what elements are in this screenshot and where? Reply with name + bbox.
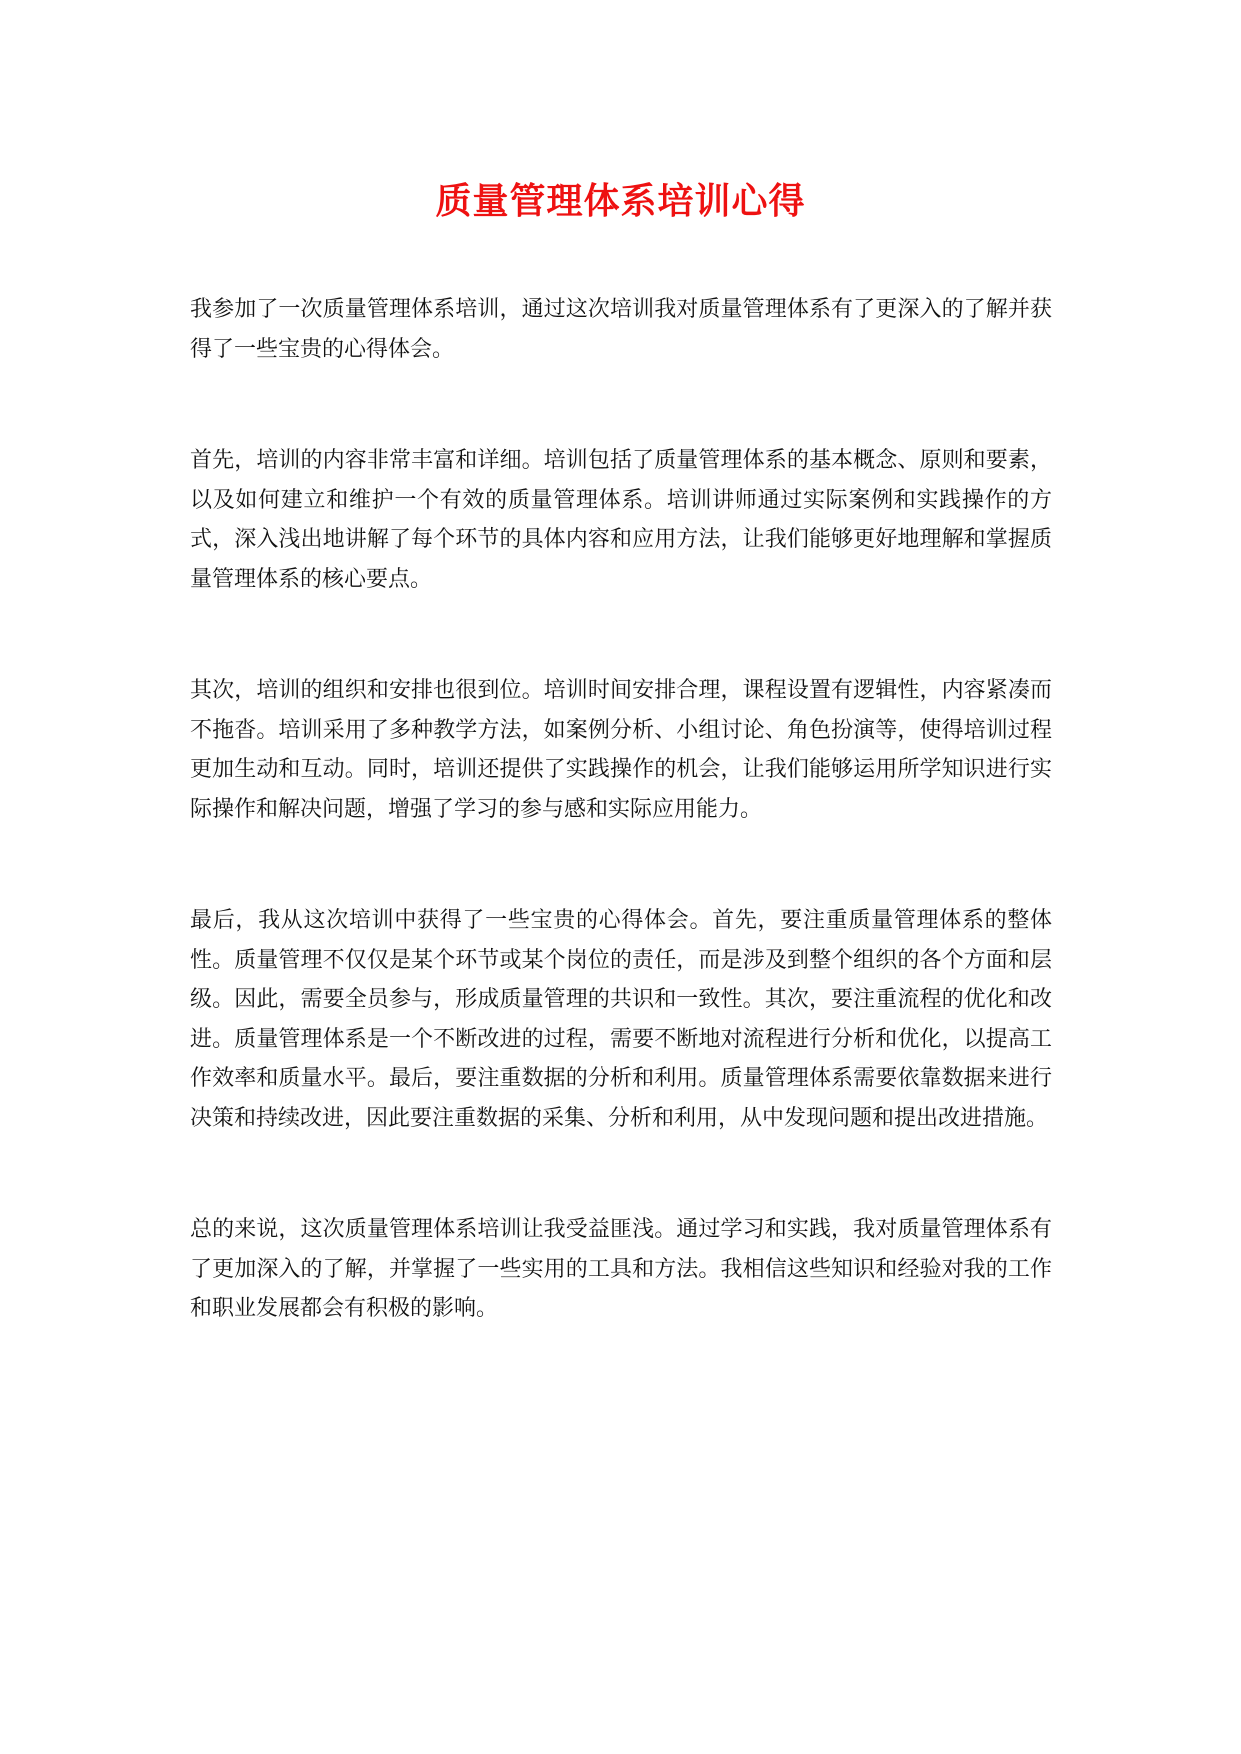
- document-title: 质量管理体系培训心得: [435, 181, 806, 222]
- paragraph-intro: 我参加了一次质量管理体系培训，通过这次培训我对质量管理体系有了更深入的了解并获得了一些宝贵的心得体会。: [190, 297, 1052, 362]
- document-body: [190, 290, 1052, 1329]
- paragraph-summary: 总的来说，这次质量管理体系培训让我受益匪浅。通过学习和实践，我对质量管理体系有了更加深入的了解，并掌握了一些实用的工具和方法。我相信这些知识和经验对我的工作和职业发展都会有积极的影响。: [190, 1217, 1052, 1321]
- paragraph-first: 首先，培训的内容非常丰富和详细。培训包括了质量管理体系的基本概念、原则和要素，以及如何建立和维护一个有效的质量管理体系。培训讲师通过实际案例和实践操作的方式，深入浅出地讲解了每个环节的具体内容和应用方法，让我们能够更好地理解和掌握质量管理体系的核心要点。: [190, 448, 1052, 592]
- paragraph-second: 其次，培训的组织和安排也很到位。培训时间安排合理，课程设置有逻辑性，内容紧凑而不拖沓。培训采用了多种教学方法，如案例分析、小组讨论、角色扮演等，使得培训过程更加生动和互动。同时，培训还提供了实践操作的机会，让我们能够运用所学知识进行实际操作和解决问题，增强了学习的参与感和实际应用能力。: [190, 678, 1052, 822]
- paragraph-last: 最后，我从这次培训中获得了一些宝贵的心得体会。首先，要注重质量管理体系的整体性。质量管理不仅仅是某个环节或某个岗位的责任，而是涉及到整个组织的各个方面和层级。因此，需要全员参与，形成质量管理的共识和一致性。其次，要注重流程的优化和改进。质量管理体系是一个不断改进的过程，需要不断地对流程进行分析和优化，以提高工作效率和质量水平。最后，要注重数据的分析和利用。质量管理体系需要依靠数据来进行决策和持续改进，因此要注重数据的采集、分析和利用，从中发现问题和提出改进措施。: [190, 908, 1052, 1131]
